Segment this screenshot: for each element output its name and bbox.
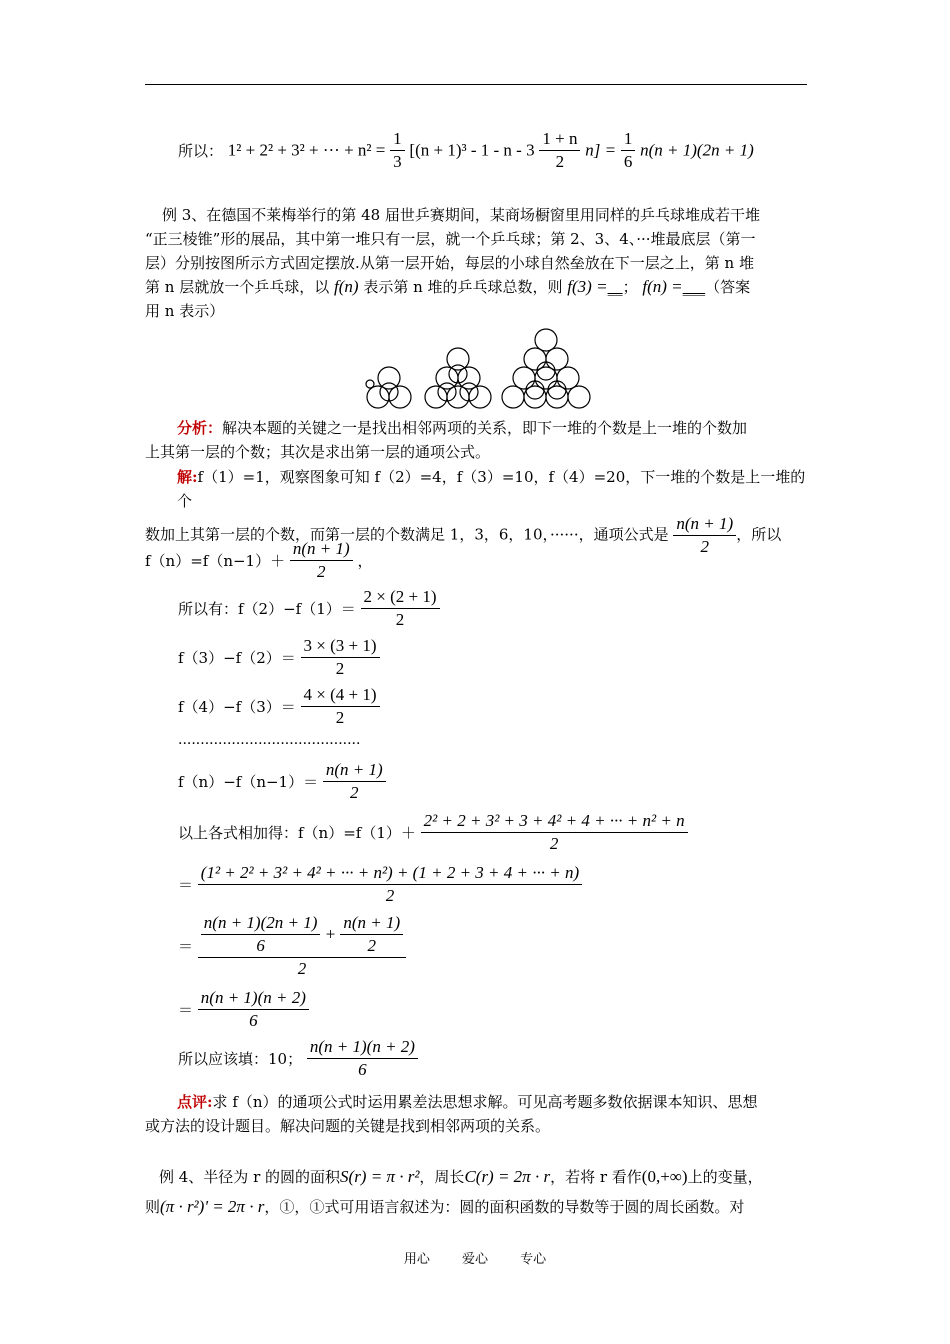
ball-pile4 bbox=[502, 386, 524, 408]
fraction: $\frac{n(n + 1)}{2}$ bbox=[673, 513, 736, 558]
ball-pile4 bbox=[557, 367, 579, 389]
fraction: $\frac{n(n + 1)}{2}$ bbox=[290, 538, 353, 583]
fraction: $\frac{4 \times (4 + 1)}{2}$ bbox=[301, 684, 380, 729]
ball-pile4 bbox=[568, 386, 590, 408]
ball-pile4 bbox=[546, 348, 568, 370]
diff-eq-2: f（3）−f（2）＝ $\frac{3 \times (3 + 1)}{2}$ bbox=[178, 635, 380, 680]
example4-paragraph: 例 4、半径为 r 的圆的面积S(r) = π · r²，周长C(r) = 2π · r，若将 r 看作(0,+∞)上的变量， 则(π · r²)' = 2π · r，①，①式可用语言叙述为：圆的面积函数的导数等于圆的周长函数。对 bbox=[145, 1167, 763, 1216]
fraction: $\frac{\text{2² + 2 + 3² + 3 + 4² + 4 + ··· + n² + n}}{2}$ bbox=[421, 810, 688, 855]
ball-pile4 bbox=[526, 381, 544, 399]
ping-pong-pile-figure bbox=[360, 322, 592, 414]
sum-step-2: ＝ $\frac{\text{(1² + 2² + 3² + 4² + ··· + n²) + (1 + 2 + 3 + 4 + ··· + n)}}{2}$ bbox=[178, 862, 582, 907]
ball-pile4 bbox=[535, 367, 557, 389]
ball-pile2 bbox=[367, 386, 389, 408]
ball-pile4 bbox=[548, 381, 566, 399]
fraction: $\frac{n(n + 1)(n + 2)}{6}$ bbox=[307, 1036, 418, 1081]
page-footer: 用心 爱心 专心 bbox=[403, 1252, 547, 1267]
ball-pile4 bbox=[524, 386, 546, 408]
comment-paragraph: 点评:求 f（n）的通项公式时运用累差法思想求解。可见高考题多数依据课本知识、思想 或方法的设计题目。解决问题的关键是找到相邻两项的关系。 bbox=[145, 1093, 758, 1135]
ball-pile4 bbox=[513, 367, 535, 389]
diff-eq-3: f（4）−f（3）＝ $\frac{4 \times (4 + 1)}{2}$ bbox=[178, 684, 380, 729]
recurrence-line: f（n）=f（n−1）＋ $\frac{n(n + 1)}{2}$ ， bbox=[145, 539, 373, 581]
ball-pile4 bbox=[546, 386, 568, 408]
answer-line: 所以应该填：10； $\frac{n(n + 1)(n + 2)}{6}$ bbox=[178, 1036, 418, 1081]
ellipsis-row: ········································· bbox=[178, 736, 361, 752]
fraction: $\frac{\text{(1² + 2² + 3² + 4² + ··· + n²) + (1 + 2 + 3 + 4 + ··· + n)}}{2}$ bbox=[198, 862, 582, 907]
solution-paragraph: 解:f（1）=1，观察图象可知 f（2）=4，f（3）=10，f（4）=20，下一堆的个数是上一堆的个 数加上其第一层的个数，而第一层的个数满足 1，3，6，10，······，通项公式是 $\frac{n(n + 1)}{2}$ ，所以 bbox=[145, 468, 806, 556]
ball-pile4 bbox=[524, 348, 546, 370]
sum-step-3: ＝ $\frac{n(n + 1)(2n + 1)}{6}$ + $\frac{n(n + 1)}{2}$ 2 bbox=[178, 912, 406, 980]
ball-pile3 bbox=[458, 367, 480, 389]
ball-pile2 bbox=[378, 367, 400, 389]
sum-line: 以上各式相加得：f（n）=f（1）＋ $\frac{\text{2² + 2 + 3² + 3 + 4² + 4 + ··· + n² + n}}{2}$ bbox=[178, 810, 688, 855]
ball-pile2 bbox=[389, 386, 411, 408]
fraction: $\frac{1}{6}$ bbox=[621, 128, 636, 173]
diff-eq-n: f（n）−f（n−1）＝ $\frac{n(n + 1)}{2}$ bbox=[178, 759, 386, 804]
example3-text: 例 3、在德国不莱梅举行的第 48 届世乒赛期间，某商场橱窗里用同样的乒乓球堆成若干堆 “正三棱锥”形的展品，其中第一堆只有一层，就一个乒乓球；第 2、3、4、···堆最底层（第一 层）分别按图所示方式固定摆放.从第一层开始，每层的小球自然垒放在下一层之上，第 n 堆 第 n 层就放一个乒乓球，以 f(n) 表示第 n 堆的乒乓球总数，则 f(3) =__； f(n) =___（答案 用 n 表示） bbox=[145, 206, 760, 320]
fraction: $\frac{1 + n}{2}$ bbox=[539, 128, 580, 173]
fraction: $\frac{n(n + 1)}{2}$ bbox=[323, 759, 386, 804]
ball-pile3 bbox=[469, 386, 491, 408]
compound-fraction: $\frac{n(n + 1)(2n + 1)}{6}$ + $\frac{n(n + 1)}{2}$ 2 bbox=[198, 912, 406, 980]
ball-pile3 bbox=[436, 367, 458, 389]
ball-pile4 bbox=[535, 329, 557, 351]
intro-formula: 所以： 1² + 2² + 3² + ··· + n² = $\frac{1}{3}$ [(n + 1)³ - 1 - n - 3 $\frac{1 + n}{2}$ n] = $\frac{1}{6}$ n(n + 1)(2n + 1) bbox=[178, 129, 754, 171]
fraction: $\frac{1}{3}$ bbox=[390, 128, 405, 173]
fraction: $\frac{n(n + 1)}{2}$ bbox=[340, 912, 403, 957]
ball-pile4 bbox=[537, 362, 555, 380]
fraction: $\frac{3 \times (3 + 1)}{2}$ bbox=[301, 635, 380, 680]
fraction: $\frac{n(n + 1)(n + 2)}{6}$ bbox=[198, 987, 309, 1032]
header-rule bbox=[145, 84, 807, 85]
ball-pile3 bbox=[447, 348, 469, 370]
analysis-paragraph: 分析：解决本题的关键之一是找出相邻两项的关系，即下一堆的个数是上一堆的个数加 上其第一层的个数；其次是求出第一层的通项公式。 bbox=[145, 419, 748, 461]
ball-pile3 bbox=[447, 386, 469, 408]
fraction: $\frac{2 \times (2 + 1)}{2}$ bbox=[361, 586, 440, 631]
ball-pile3 bbox=[425, 386, 447, 408]
fraction: $\frac{n(n + 1)(2n + 1)}{6}$ bbox=[201, 912, 321, 957]
sum-step-4: ＝ $\frac{n(n + 1)(n + 2)}{6}$ bbox=[178, 987, 309, 1032]
diff-eq-1: 所以有：f（2）−f（1）＝ $\frac{2 \times (2 + 1)}{2}$ bbox=[178, 586, 440, 631]
